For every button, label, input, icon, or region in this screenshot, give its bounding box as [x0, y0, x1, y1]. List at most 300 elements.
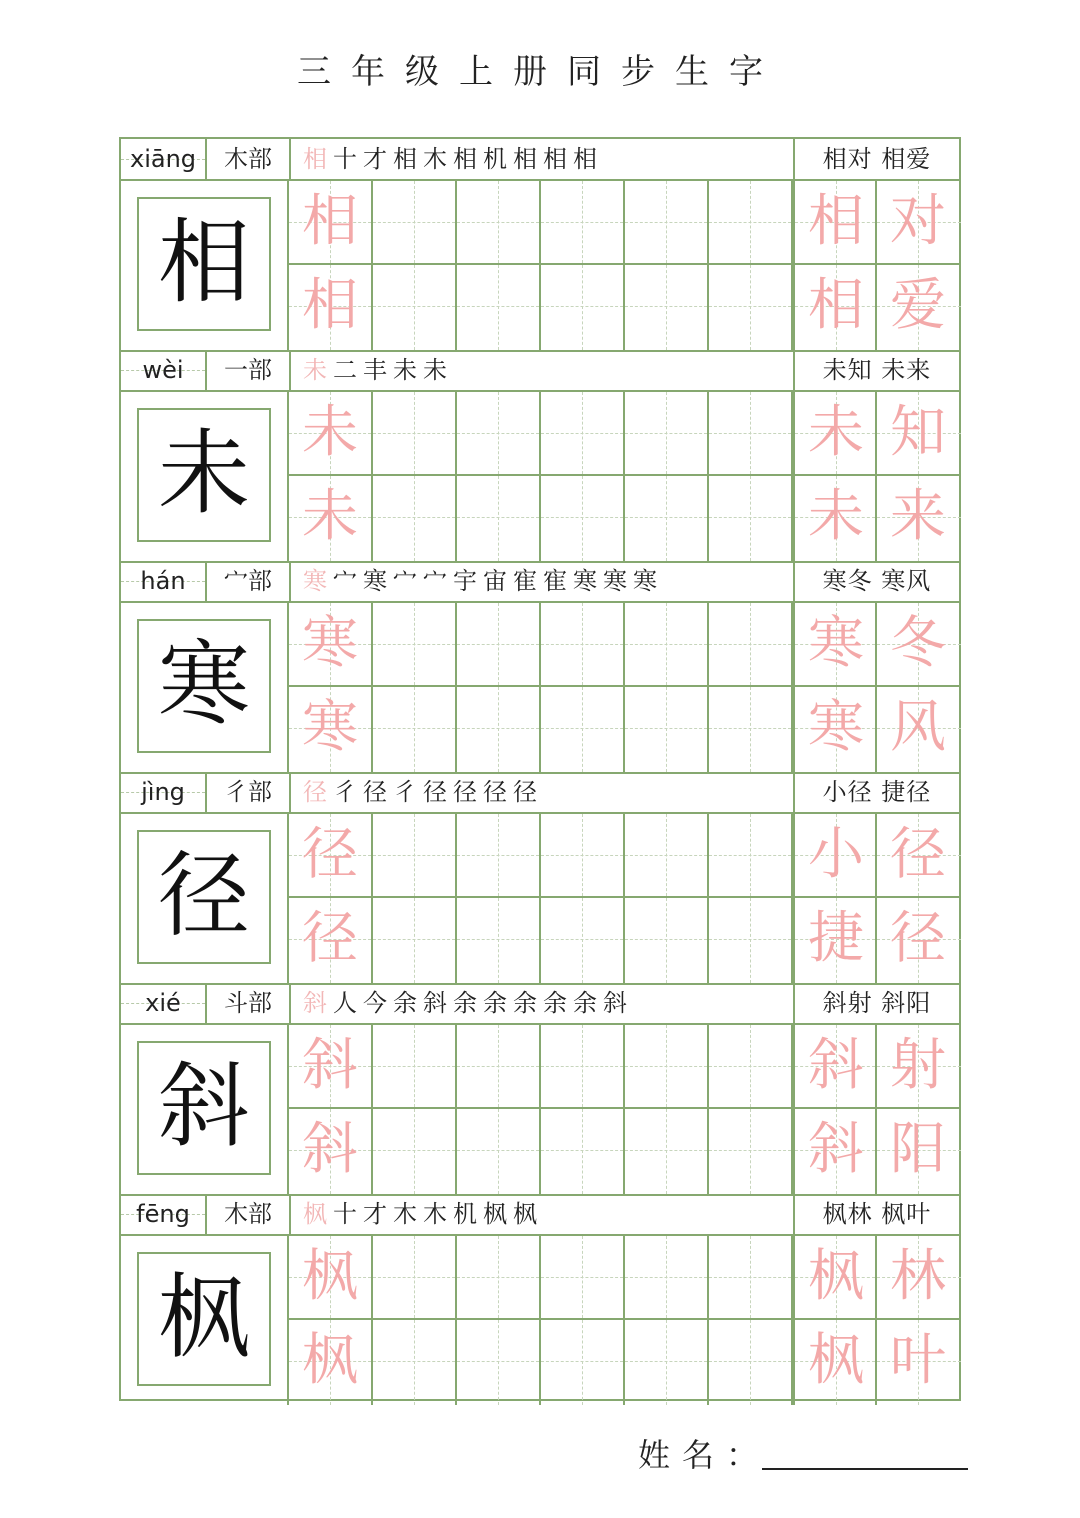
trace-character: 未: [808, 400, 864, 465]
writing-cell[interactable]: [625, 687, 709, 772]
stroke-step: 径: [363, 778, 387, 806]
trace-character: 相: [302, 273, 358, 338]
radical: 彳部: [224, 778, 272, 806]
writing-cell[interactable]: [373, 814, 457, 898]
guide-line: [414, 814, 415, 896]
trace-cell: [289, 898, 373, 983]
trace-character: 寒: [302, 695, 358, 760]
trace-character: 冬: [890, 611, 946, 676]
stroke-step: 相: [573, 145, 597, 173]
trace-cell: [793, 1109, 877, 1194]
trace-character: 未: [302, 400, 358, 465]
radical: 木部: [224, 1200, 272, 1228]
writing-cell[interactable]: [373, 1109, 457, 1194]
guide-line: [582, 1236, 583, 1318]
writing-cell[interactable]: [709, 898, 793, 983]
character-header-row: [121, 350, 959, 392]
trace-character: 捷: [808, 906, 864, 971]
practice-grid: [289, 603, 959, 772]
trace-character: 寒: [808, 611, 864, 676]
writing-cell[interactable]: [625, 1236, 709, 1320]
guide-line: [666, 392, 667, 474]
name-label: 姓名：: [638, 1436, 771, 1474]
stroke-step: 余: [513, 989, 537, 1017]
writing-cell[interactable]: [457, 476, 541, 561]
stroke-step: 斜: [603, 989, 627, 1017]
writing-cell[interactable]: [541, 1109, 625, 1194]
writing-cell[interactable]: [625, 392, 709, 476]
writing-cell[interactable]: [541, 181, 625, 265]
trace-cell: [289, 603, 373, 687]
writing-cell[interactable]: [541, 265, 625, 350]
trace-character: 相: [808, 273, 864, 338]
character-header-row: [121, 139, 959, 181]
trace-character: 未: [808, 484, 864, 549]
stroke-step: 相: [543, 145, 567, 173]
stroke-step: 寒: [603, 567, 627, 595]
guide-line: [498, 392, 499, 474]
model-character-box: [137, 830, 271, 964]
writing-cell[interactable]: [709, 1320, 793, 1405]
writing-cell[interactable]: [457, 1320, 541, 1405]
writing-cell[interactable]: [709, 814, 793, 898]
trace-cell: [877, 603, 961, 687]
stroke-step: 宀: [393, 567, 417, 595]
stroke-step: 斜: [423, 989, 447, 1017]
model-character-panel: [121, 603, 289, 772]
stroke-step: 相: [303, 145, 327, 173]
guide-line: [750, 1236, 751, 1318]
writing-cell[interactable]: [373, 1320, 457, 1405]
model-character-panel: [121, 1025, 289, 1194]
stroke-step: 枫: [513, 1200, 537, 1228]
guide-line: [582, 392, 583, 474]
trace-cell: [877, 687, 961, 772]
model-character: 寒: [157, 631, 250, 738]
guide-line: [498, 1236, 499, 1318]
stroke-step: 宀: [423, 567, 447, 595]
trace-cell: [877, 1109, 961, 1194]
stroke-step: 未: [393, 356, 417, 384]
guide-line: [414, 1109, 415, 1194]
trace-cell: [289, 265, 373, 350]
practice-grid: [289, 181, 959, 350]
trace-character: 来: [890, 484, 946, 549]
guide-line: [414, 1025, 415, 1107]
writing-cell[interactable]: [541, 687, 625, 772]
stroke-step: 径: [303, 778, 327, 806]
trace-cell: [793, 265, 877, 350]
character-header-row: [121, 561, 959, 603]
writing-cell[interactable]: [373, 265, 457, 350]
guide-line: [582, 1109, 583, 1194]
trace-cell: [289, 687, 373, 772]
practice-grid: [289, 814, 959, 983]
writing-cell[interactable]: [625, 603, 709, 687]
model-character: 枫: [157, 1264, 250, 1371]
guide-line: [666, 265, 667, 350]
stroke-step: 木: [423, 1200, 447, 1228]
guide-line: [498, 1320, 499, 1405]
trace-cell: [793, 392, 877, 476]
vocabulary-words: 斜射 斜阳: [822, 989, 932, 1017]
stroke-step: 斜: [303, 989, 327, 1017]
trace-cell: [877, 898, 961, 983]
guide-line: [666, 898, 667, 983]
trace-character: 叶: [890, 1328, 946, 1393]
writing-cell[interactable]: [457, 1025, 541, 1109]
guide-line: [498, 898, 499, 983]
name-field[interactable]: [762, 1468, 968, 1470]
writing-cell[interactable]: [625, 265, 709, 350]
stroke-step: 机: [453, 1200, 477, 1228]
writing-cell[interactable]: [373, 392, 457, 476]
writing-cell[interactable]: [625, 814, 709, 898]
guide-line: [414, 1320, 415, 1405]
guide-line: [498, 476, 499, 561]
practice-grid: [289, 392, 959, 561]
writing-cell[interactable]: [541, 603, 625, 687]
guide-line: [750, 476, 751, 561]
character-block: [121, 983, 959, 1196]
trace-character: 径: [302, 822, 358, 887]
stroke-step: 相: [393, 145, 417, 173]
trace-cell: [289, 1109, 373, 1194]
stroke-step: 寒: [573, 567, 597, 595]
trace-cell: [793, 476, 877, 561]
trace-cell: [877, 1025, 961, 1109]
writing-cell[interactable]: [625, 898, 709, 983]
guide-line: [582, 476, 583, 561]
stroke-step: 宇: [453, 567, 477, 595]
trace-character: 枫: [302, 1328, 358, 1393]
guide-line: [414, 181, 415, 263]
writing-cell[interactable]: [709, 1236, 793, 1320]
trace-cell: [289, 1236, 373, 1320]
stroke-order: [291, 561, 793, 601]
writing-cell[interactable]: [457, 1236, 541, 1320]
guide-line: [414, 898, 415, 983]
writing-cell[interactable]: [625, 1109, 709, 1194]
guide-line: [498, 181, 499, 263]
trace-cell: [793, 603, 877, 687]
guide-line: [750, 603, 751, 685]
stroke-step: 余: [483, 989, 507, 1017]
model-character: 未: [157, 420, 250, 527]
trace-character: 寒: [302, 611, 358, 676]
trace-character: 林: [890, 1244, 946, 1309]
stroke-step: 木: [423, 145, 447, 173]
writing-cell[interactable]: [625, 181, 709, 265]
stroke-order: [291, 983, 793, 1023]
pinyin: xié: [145, 989, 181, 1017]
pinyin: hán: [140, 567, 186, 595]
writing-cell[interactable]: [457, 181, 541, 265]
stroke-step: 丰: [363, 356, 387, 384]
trace-character: 径: [302, 906, 358, 971]
writing-cell[interactable]: [457, 687, 541, 772]
guide-line: [750, 898, 751, 983]
guide-line: [666, 814, 667, 896]
character-block: [121, 1194, 959, 1405]
guide-line: [498, 814, 499, 896]
stroke-step: 径: [483, 778, 507, 806]
trace-cell: [289, 1320, 373, 1405]
trace-character: 斜: [302, 1117, 358, 1182]
stroke-step: 径: [513, 778, 537, 806]
character-header-row: [121, 983, 959, 1025]
stroke-step: 宙: [483, 567, 507, 595]
stroke-step: 余: [573, 989, 597, 1017]
trace-character: 相: [302, 189, 358, 254]
model-character-box: [137, 408, 271, 542]
character-header-row: [121, 772, 959, 814]
stroke-step: 寉: [513, 567, 537, 595]
trace-character: 寒: [808, 695, 864, 760]
vocabulary-words: 未知 未来: [822, 356, 932, 384]
guide-line: [414, 392, 415, 474]
model-character: 斜: [157, 1053, 250, 1160]
stroke-step: 相: [453, 145, 477, 173]
model-character-panel: [121, 181, 289, 350]
character-block: [121, 561, 959, 774]
trace-cell: [289, 181, 373, 265]
guide-line: [582, 898, 583, 983]
radical: 一部: [224, 356, 272, 384]
writing-cell[interactable]: [709, 265, 793, 350]
trace-cell: [289, 392, 373, 476]
writing-cell[interactable]: [709, 1025, 793, 1109]
trace-cell: [793, 687, 877, 772]
writing-cell[interactable]: [709, 687, 793, 772]
pinyin: jìng: [141, 778, 185, 806]
trace-cell: [793, 1320, 877, 1405]
guide-line: [750, 265, 751, 350]
guide-line: [414, 476, 415, 561]
trace-character: 对: [890, 189, 946, 254]
trace-cell: [289, 814, 373, 898]
writing-cell[interactable]: [541, 1025, 625, 1109]
writing-cell[interactable]: [457, 898, 541, 983]
stroke-step: 机: [483, 145, 507, 173]
guide-line: [582, 814, 583, 896]
radical: 木部: [224, 145, 272, 173]
trace-cell: [793, 814, 877, 898]
trace-character: 枫: [808, 1328, 864, 1393]
guide-line: [498, 603, 499, 685]
trace-character: 径: [890, 906, 946, 971]
stroke-step: 相: [513, 145, 537, 173]
stroke-step: 寒: [303, 567, 327, 595]
trace-character: 知: [890, 400, 946, 465]
page-title: 三年级上册同步生字: [297, 52, 783, 92]
guide-line: [582, 687, 583, 772]
trace-character: 枫: [302, 1244, 358, 1309]
vocabulary-words: 寒冬 寒风: [822, 567, 932, 595]
guide-line: [666, 1320, 667, 1405]
guide-line: [414, 603, 415, 685]
guide-line: [750, 1320, 751, 1405]
trace-character: 枫: [808, 1244, 864, 1309]
guide-line: [414, 687, 415, 772]
model-character-panel: [121, 392, 289, 561]
trace-character: 小: [808, 822, 864, 887]
stroke-step: 彳: [333, 778, 357, 806]
writing-cell[interactable]: [541, 1236, 625, 1320]
trace-character: 阳: [890, 1117, 946, 1182]
trace-character: 相: [808, 189, 864, 254]
stroke-step: 十: [333, 145, 357, 173]
writing-cell[interactable]: [541, 898, 625, 983]
practice-sheet: [119, 137, 961, 1401]
guide-line: [498, 1109, 499, 1194]
guide-line: [750, 814, 751, 896]
stroke-order: [291, 772, 793, 812]
guide-line: [666, 476, 667, 561]
writing-cell[interactable]: [373, 1025, 457, 1109]
stroke-step: 枫: [483, 1200, 507, 1228]
writing-cell[interactable]: [625, 476, 709, 561]
trace-character: 爱: [890, 273, 946, 338]
pinyin: fēng: [136, 1200, 190, 1228]
trace-character: 斜: [808, 1117, 864, 1182]
trace-character: 射: [890, 1033, 946, 1098]
trace-cell: [877, 181, 961, 265]
model-character-panel: [121, 814, 289, 983]
writing-cell[interactable]: [625, 1025, 709, 1109]
writing-cell[interactable]: [709, 476, 793, 561]
model-character-box: [137, 1252, 271, 1386]
trace-cell: [289, 476, 373, 561]
model-character: 相: [157, 209, 250, 316]
model-character-box: [137, 619, 271, 753]
trace-cell: [289, 1025, 373, 1109]
stroke-step: 径: [453, 778, 477, 806]
guide-line: [666, 1236, 667, 1318]
stroke-order: [291, 139, 793, 179]
stroke-step: 木: [393, 1200, 417, 1228]
model-character-box: [137, 1041, 271, 1175]
stroke-step: 寒: [363, 567, 387, 595]
vocabulary-words: 枫林 枫叶: [822, 1200, 932, 1228]
radical: 斗部: [224, 989, 272, 1017]
model-character: 径: [157, 842, 250, 949]
trace-character: 斜: [808, 1033, 864, 1098]
writing-cell[interactable]: [373, 1236, 457, 1320]
stroke-order: [291, 1194, 793, 1234]
guide-line: [582, 603, 583, 685]
trace-cell: [793, 898, 877, 983]
writing-cell[interactable]: [541, 476, 625, 561]
writing-cell[interactable]: [541, 1320, 625, 1405]
trace-cell: [877, 1236, 961, 1320]
stroke-step: 余: [453, 989, 477, 1017]
stroke-step: 二: [333, 356, 357, 384]
writing-cell[interactable]: [709, 603, 793, 687]
guide-line: [414, 265, 415, 350]
guide-line: [582, 265, 583, 350]
guide-line: [582, 1025, 583, 1107]
guide-line: [750, 181, 751, 263]
writing-cell[interactable]: [373, 687, 457, 772]
trace-cell: [877, 814, 961, 898]
guide-line: [414, 1236, 415, 1318]
stroke-step: 余: [393, 989, 417, 1017]
stroke-step: 彳: [393, 778, 417, 806]
writing-cell[interactable]: [373, 476, 457, 561]
writing-cell[interactable]: [541, 814, 625, 898]
guide-line: [750, 687, 751, 772]
guide-line: [666, 687, 667, 772]
stroke-step: 才: [363, 1200, 387, 1228]
trace-cell: [793, 181, 877, 265]
guide-line: [666, 1109, 667, 1194]
writing-cell[interactable]: [373, 898, 457, 983]
stroke-step: 今: [363, 989, 387, 1017]
trace-cell: [793, 1025, 877, 1109]
stroke-step: 寒: [633, 567, 657, 595]
trace-cell: [877, 265, 961, 350]
stroke-step: 才: [363, 145, 387, 173]
writing-cell[interactable]: [709, 1109, 793, 1194]
practice-grid: [289, 1025, 959, 1194]
trace-cell: [877, 392, 961, 476]
vocabulary-words: 相对 相爱: [822, 145, 932, 173]
guide-line: [498, 1025, 499, 1107]
model-character-panel: [121, 1236, 289, 1405]
character-block: [121, 350, 959, 563]
stroke-step: 未: [423, 356, 447, 384]
character-block: [121, 772, 959, 985]
stroke-order: [291, 350, 793, 390]
guide-line: [582, 181, 583, 263]
writing-cell[interactable]: [541, 392, 625, 476]
trace-cell: [877, 1320, 961, 1405]
guide-line: [666, 181, 667, 263]
guide-line: [582, 1320, 583, 1405]
writing-cell[interactable]: [709, 392, 793, 476]
pinyin: xiāng: [129, 145, 197, 173]
writing-cell[interactable]: [457, 814, 541, 898]
trace-character: 斜: [302, 1033, 358, 1098]
writing-cell[interactable]: [709, 181, 793, 265]
writing-cell[interactable]: [457, 1109, 541, 1194]
stroke-step: 十: [333, 1200, 357, 1228]
trace-character: 风: [890, 695, 946, 760]
stroke-step: 径: [423, 778, 447, 806]
trace-character: 径: [890, 822, 946, 887]
writing-cell[interactable]: [373, 603, 457, 687]
writing-cell[interactable]: [457, 392, 541, 476]
writing-cell[interactable]: [457, 603, 541, 687]
model-character-box: [137, 197, 271, 331]
guide-line: [498, 687, 499, 772]
trace-cell: [793, 1236, 877, 1320]
character-block: [121, 139, 959, 352]
stroke-step: 人: [333, 989, 357, 1017]
trace-cell: [877, 476, 961, 561]
stroke-step: 寉: [543, 567, 567, 595]
writing-cell[interactable]: [625, 1320, 709, 1405]
writing-cell[interactable]: [373, 181, 457, 265]
guide-line: [750, 1109, 751, 1194]
guide-line: [666, 603, 667, 685]
pinyin: wèi: [142, 356, 184, 384]
writing-cell[interactable]: [457, 265, 541, 350]
stroke-step: 余: [543, 989, 567, 1017]
guide-line: [498, 265, 499, 350]
guide-line: [666, 1025, 667, 1107]
